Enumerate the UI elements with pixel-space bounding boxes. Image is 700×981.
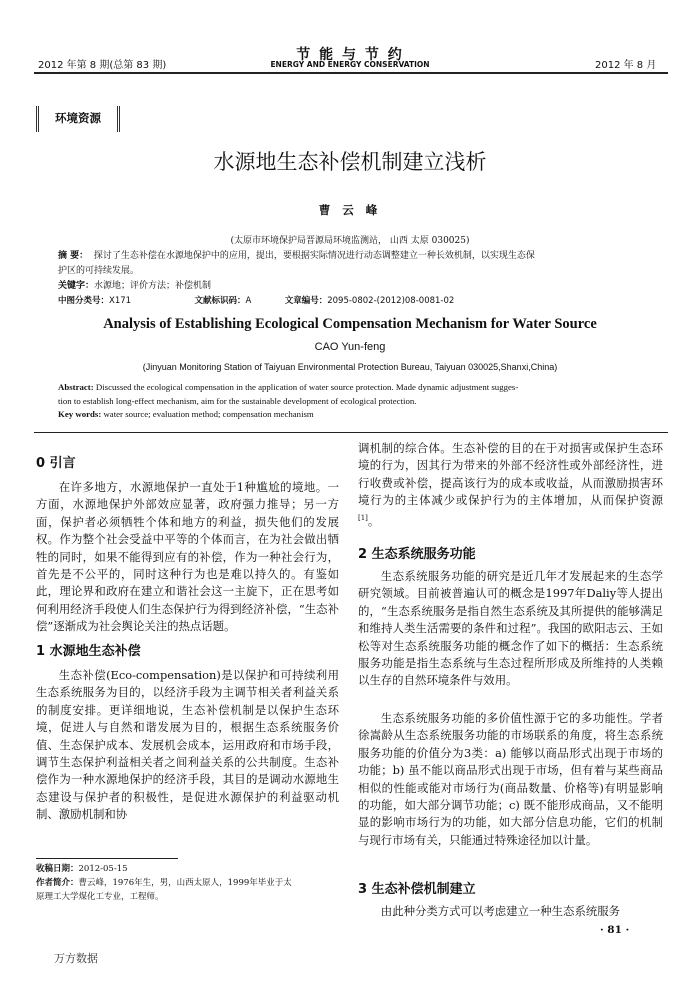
keywords-cn: 水源地；评价方法；补偿机制 bbox=[94, 281, 212, 291]
section-3-paragraph: 由此种分类方式可以考虑建立一种生态系统服务 bbox=[380, 904, 621, 918]
doc-code-value: A bbox=[245, 296, 252, 306]
keywords-en: water source; evaluation method; compensation mechanism bbox=[103, 409, 314, 419]
section-2-paragraph-1: 生态系统服务功能的研究是近几年才发展起来的生态学研究领域。目前被普遍认可的概念是1997年Daliy等人提出的，“生态系统服务是指自然生态系统及其所提供的能够满足和维持人类生活需要的条件和过程”。我国的欧阳志云、王如松等对生态系统服务功能的概念作了如下的概括：生态系统服务功能是指生态系统与生态过程所形成及所维持的人类赖以生存的自然环境条件与效用。 bbox=[358, 569, 663, 688]
abstract-cn-line1: 探讨了生态补偿在水源地保护中的应用，提出，要根据实际情况进行动态调整建立一种长效机制，以实现生态保 bbox=[93, 251, 535, 261]
journal-name-en: ENERGY AND ENERGY CONSERVATION bbox=[270, 60, 430, 69]
section-2-paragraph-2: 生态系统服务功能的多价值性源于它的多功能性。学者徐嵩龄从生态系统服务功能的市场联系的角度，将生态系统服务功能的价值分为3类：a) 能够以商品形式出现于市场的功能；b) 虽不能以商品形式出现于市场，但有着与某些商品相似的性能或能对市场行为(商品数量、价格等)有明显影响的功能，如大部分调节功能；c) 既不能形成商品，又不能明显的影响市场行为的功能，如大部分信息功能，它们的机制与现行市场有关，只能通过特殊途径加以计量。 bbox=[358, 711, 663, 847]
continued-paragraph-text: 调机制的综合体。生态补偿的目的在于对损害或保护生态环境的行为，因其行为带来的外部不经济性或外部经济性，进行收费或补偿，提高该行为的成本或收益，从而激励损害环境行为的主体减少或保护行为的主体增加，从而保护资源 bbox=[358, 441, 663, 508]
author-bio-line2: 原理工大学煤化工专业，工程师。 bbox=[36, 892, 164, 902]
author-bio-label: 作者简介： bbox=[36, 878, 79, 888]
abstract-cn-line2: 护区的可持续发展。 bbox=[58, 266, 140, 276]
continued-paragraph bbox=[358, 440, 663, 530]
keywords-cn-label: 关键字： bbox=[58, 281, 95, 291]
page-number: · 81 · bbox=[600, 924, 630, 936]
clc-value: X171 bbox=[109, 296, 132, 306]
section-2-heading: 2 生态系统服务功能 bbox=[358, 547, 476, 562]
received-label: 收稿日期： bbox=[36, 864, 79, 874]
affiliation-en: (Jinyuan Monitoring Station of Taiyuan Environmental Protection Bureau, Taiyuan 030025,Shanxi,China) bbox=[142, 362, 558, 372]
author-cn: 曹 云 峰 bbox=[318, 203, 382, 217]
author-bio-line1: 曹云峰，1976年生，男，山西太原人，1999年毕业于太 bbox=[78, 878, 292, 888]
footnote bbox=[36, 862, 339, 904]
affiliation-cn: (太原市环境保护局晋源局环境监测站， 山西 太原 030025) bbox=[230, 236, 470, 246]
column-label: 环境资源 bbox=[55, 111, 101, 125]
title-block-rule bbox=[34, 432, 668, 433]
citation-ref: [1] bbox=[358, 513, 368, 522]
abstract-en-label: Abstract: bbox=[58, 382, 94, 392]
keywords-en-label: Key words: bbox=[58, 409, 102, 419]
section-1-paragraph: 生态补偿(Eco-compensation)是以保护和可持续利用生态系统服务为目的，以经济手段为主调节相关者利益关系的制度安排。更详细地说，生态补偿机制是以保护生态环境，促进人与自然和谐发展为目的，根据生态系统服务价值、生态保护成本、发展机会成本，运用政府和市场手段，调节生态保护利益相关者之间利益关系的公共制度。生态补偿作为一种水源地保护的经济手段，其目的是调动水源地生态建设与保护者的积极性，是促进水源保护的利益驱动机制、激励机制和协 bbox=[36, 668, 339, 822]
received-date: 2012-05-15 bbox=[78, 864, 128, 874]
abstract-en-line2: tion to establish long-effect mechanism, aim for the sustainable development of ecological protection. bbox=[58, 395, 417, 406]
abstract-en bbox=[58, 381, 662, 422]
header-rule bbox=[34, 72, 668, 74]
header-date: 2012 年 8 月 bbox=[595, 60, 657, 71]
column-label-box bbox=[36, 106, 120, 132]
doc-code-label: 文献标识码： bbox=[194, 296, 246, 306]
journal-name-cn: 节 能 与 节 约 bbox=[296, 47, 404, 63]
article-no-value: 2095-0802-(2012)08-0081-02 bbox=[327, 296, 455, 306]
continued-paragraph-end: 。 bbox=[367, 513, 380, 528]
title-en: Analysis of Establishing Ecological Compensation Mechanism for Water Source bbox=[103, 316, 597, 332]
abstract-en-line1: Discussed the ecological compensation in the application of water source protection. Made dynamic adjustment sugges- bbox=[95, 382, 519, 392]
clc-label: 中图分类号： bbox=[58, 296, 110, 306]
article-no-label: 文章编号： bbox=[284, 296, 328, 306]
watermark: 万方数据 bbox=[54, 952, 98, 965]
section-0-paragraph: 在许多地方，水源地保护一直处于1种尴尬的境地。一方面，水源地保护外部效应显著，政府强力推导；另一方面，保护者必须牺牲个体和地方的利益，损失他们的发展权。作为整个社会受益中平等的个体而言，在为社会做出牺牲的同时，如果不能得到应有的补偿，作为一种社会行为，首先是不公平的，同时这种行为也是难以持久的。有鉴如此，理论界和政府在建立和谐社会这一主旋下，正在思考如何利用经济手段使人们生态保护行为得到经济补偿，“生态补偿”逐渐成为社会舆论关注的热点话题。 bbox=[36, 480, 339, 634]
abstract-cn-label: 摘 要： bbox=[58, 251, 89, 261]
footnote-rule bbox=[36, 858, 178, 859]
section-3-heading: 3 生态补偿机制建立 bbox=[358, 882, 476, 897]
section-0-heading: 0 引言 bbox=[36, 456, 76, 471]
section-1-heading: 1 水源地生态补偿 bbox=[36, 644, 141, 659]
header-issue: 2012 年第 8 期(总第 83 期) bbox=[38, 60, 167, 71]
author-en: CAO Yun-feng bbox=[314, 341, 386, 353]
title-cn: 水源地生态补偿机制建立浅析 bbox=[213, 150, 487, 174]
abstract-cn bbox=[58, 249, 658, 309]
